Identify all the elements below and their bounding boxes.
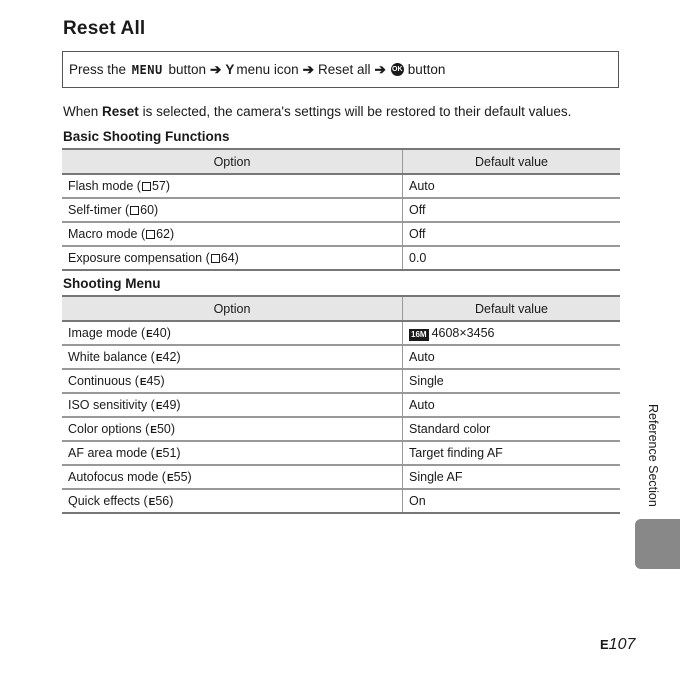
ok-button-icon: OK [391,63,404,76]
reference-section-icon: E [146,329,152,340]
nav-text-reset-all: Reset all [317,62,371,77]
option-cell [62,198,403,222]
section-tab [635,519,680,569]
reference-section-icon: E [155,449,162,460]
table-row [62,345,620,369]
wrench-icon: Y [225,62,235,77]
closing-paren: ) [176,446,181,460]
default-value-cell [403,465,621,489]
nav-text-press: Press the [69,62,127,77]
default-value: 0.0 [409,251,427,265]
nav-text-button-end: button [407,62,446,77]
option-cell [62,369,403,393]
default-value: Off [409,227,426,241]
default-value: Auto [409,398,435,412]
reference-section-label: Reference Section [646,404,660,507]
option-cell [62,393,403,417]
page-title: Reset All [63,18,146,39]
intro-after: is selected, the camera's settings will be restored to their default values. [138,104,572,119]
reference-section-icon: E [155,353,162,364]
option-cell [62,417,403,441]
option-label: Continuous ( [68,374,139,388]
table-row [62,417,620,441]
intro-text [63,104,571,119]
column-header-default: Default value [403,149,621,174]
basic-section-heading: Basic Shooting Functions [63,129,230,144]
option-label: Color options ( [68,422,150,436]
default-value: Single [409,374,444,388]
reference-section-icon: E [148,497,155,508]
nav-text-button: button [168,62,207,77]
reference-page-icon: E [600,637,608,652]
option-label: Quick effects ( [68,494,148,508]
table-row [62,465,620,489]
default-value-cell [403,222,621,246]
page-reference: 42 [162,350,177,364]
image-size-icon: 16M [411,329,427,339]
reference-section-icon: E [150,425,156,436]
option-cell [62,441,403,465]
default-value: 4608×3456 [431,325,495,340]
default-value-cell [403,393,621,417]
closing-paren: ) [170,227,175,241]
option-label: ISO sensitivity ( [68,398,155,412]
default-value-cell [403,246,621,270]
default-value-cell [403,321,621,345]
option-label: Image mode ( [68,326,146,340]
table-row [62,174,620,198]
basic-functions-table [62,148,620,271]
default-value: Target finding AF [409,446,503,460]
option-cell [62,465,403,489]
shooting-section-heading: Shooting Menu [63,276,161,291]
default-value-cell [403,174,621,198]
menu-button-label: MENU [131,62,163,77]
column-header-default: Default value [403,296,621,321]
book-reference-icon [146,230,155,239]
intro-before: When [63,104,103,119]
page-number-value: 107 [608,636,636,653]
page-reference: 60 [140,203,155,217]
reference-section-icon: E [155,401,162,412]
arrow-icon: ➔ [302,61,314,77]
page-number [600,636,635,654]
option-label: Flash mode ( [68,179,141,193]
page-reference: 62 [156,227,171,241]
book-reference-icon [211,254,220,263]
table-row [62,198,620,222]
table-row [62,393,620,417]
option-cell [62,489,403,513]
page-reference: 40 [152,326,167,340]
option-cell [62,345,403,369]
default-value-cell [403,489,621,513]
default-value: On [409,494,426,508]
closing-paren: ) [176,398,181,412]
option-label: Exposure compensation ( [68,251,210,265]
closing-paren: ) [176,350,181,364]
default-value-cell [403,441,621,465]
table-row [62,222,620,246]
option-label: White balance ( [68,350,155,364]
page-reference: 56 [155,494,170,508]
option-label: Self-timer ( [68,203,130,217]
closing-paren: ) [166,326,171,340]
column-header-option: Option [62,149,403,174]
closing-paren: ) [234,251,239,265]
book-reference-icon [142,182,151,191]
page-reference: 45 [146,374,161,388]
closing-paren: ) [165,179,171,193]
table-row [62,321,620,345]
table-header-row [62,149,620,174]
column-header-option: Option [62,296,403,321]
arrow-icon: ➔ [210,61,222,77]
intro-reset-bold: Reset [102,104,139,119]
default-value-cell [403,198,621,222]
page-reference: 64 [220,251,235,265]
page-reference: 57 [151,179,166,193]
table-row [62,369,620,393]
table-row [62,441,620,465]
default-value-cell [403,369,621,393]
table-row [62,489,620,513]
closing-paren: ) [169,494,174,508]
shooting-menu-table [62,295,620,514]
page-reference: 50 [156,422,171,436]
navigation-instructions [62,51,619,88]
closing-paren: ) [170,422,176,436]
page-reference: 55 [173,470,188,484]
table-row [62,246,620,270]
closing-paren: ) [160,374,165,388]
default-value: Off [409,203,426,217]
option-label: Macro mode ( [68,227,146,241]
page-reference: 49 [162,398,177,412]
default-value-cell [403,417,621,441]
closing-paren: ) [154,203,159,217]
default-value: Auto [409,350,435,364]
option-label: AF area mode ( [68,446,155,460]
closing-paren: ) [187,470,192,484]
default-value: Single AF [409,470,463,484]
reference-section-icon: E [166,473,173,484]
reference-section-icon: E [139,377,146,388]
option-cell [62,222,403,246]
option-cell [62,174,403,198]
book-reference-icon [130,206,139,215]
default-value: Auto [409,179,435,193]
option-cell [62,246,403,270]
option-label: Autofocus mode ( [68,470,166,484]
option-cell [62,321,403,345]
arrow-icon: ➔ [374,61,386,77]
default-value: Standard color [409,422,491,436]
table-header-row [62,296,620,321]
default-value-cell [403,345,621,369]
page-reference: 51 [162,446,177,460]
nav-text-menu-icon: menu icon [236,62,299,77]
